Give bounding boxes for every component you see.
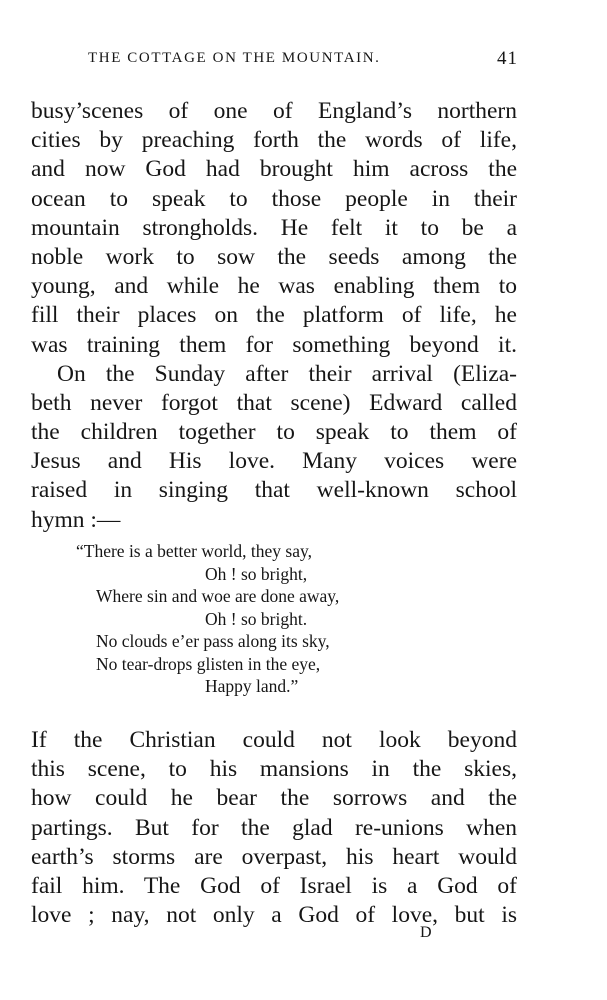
poem-line: Where sin and woe are done away,	[96, 586, 340, 606]
page-number: 41	[497, 48, 518, 69]
text-line: mountain strongholds. He felt it to be a	[31, 214, 517, 241]
text-line: noble work to sow the seeds among the	[31, 243, 517, 270]
text-line: young, and while he was enabling them to	[31, 273, 517, 300]
text-line: how could he bear the sorrows and the	[31, 785, 517, 812]
text-line: the children together to speak to them of	[31, 419, 517, 446]
text-line: ocean to speak to those people in their	[31, 185, 517, 212]
text-line: On the Sunday after their arrival (Eliza-	[57, 360, 517, 387]
text-line: Jesus and His love. Many voices were	[31, 448, 517, 475]
poem-line: “There is a better world, they say,	[76, 541, 312, 561]
text-line: this scene, to his mansions in the skies,	[31, 756, 517, 783]
text-line: If the Christian could not look beyond	[31, 727, 517, 753]
text-line: earth’s storms are overpast, his heart would	[31, 843, 517, 870]
text-line: partings. But for the glad re-unions when	[31, 814, 517, 841]
running-head	[88, 48, 518, 72]
text-line: busy’scenes of one of England’s northern	[31, 98, 517, 124]
poem-line: No clouds e’er pass along its sky,	[96, 631, 330, 651]
poem-line: No tear-drops glisten in the eye,	[96, 653, 321, 674]
poem-line: Oh ! so bright,	[205, 563, 308, 584]
poem-line: Happy land.”	[205, 676, 299, 696]
main-text-block	[31, 97, 517, 535]
text-line: hymn :—	[31, 506, 121, 533]
text-line: was training them for something beyond it.	[31, 331, 517, 358]
hymn-quotation	[76, 540, 416, 698]
text-line: cities by preaching forth the words of life,	[31, 127, 517, 154]
text-line: beth never forgot that scene) Edward called	[31, 389, 517, 416]
text-line: and now God had brought him across the	[31, 156, 517, 183]
text-line: fail him. The God of Israel is a God of	[31, 872, 517, 899]
text-line: fill their places on the platform of life, he	[31, 302, 517, 329]
running-title: THE COTTAGE ON THE MOUNTAIN.	[88, 50, 381, 66]
poem-line: Oh ! so bright.	[205, 608, 308, 629]
closing-text-block	[31, 726, 517, 930]
text-line: raised in singing that well-known school	[31, 477, 517, 504]
signature-mark: D	[420, 924, 433, 941]
text-line: love ; nay, not only a God of love, but is	[31, 902, 517, 929]
